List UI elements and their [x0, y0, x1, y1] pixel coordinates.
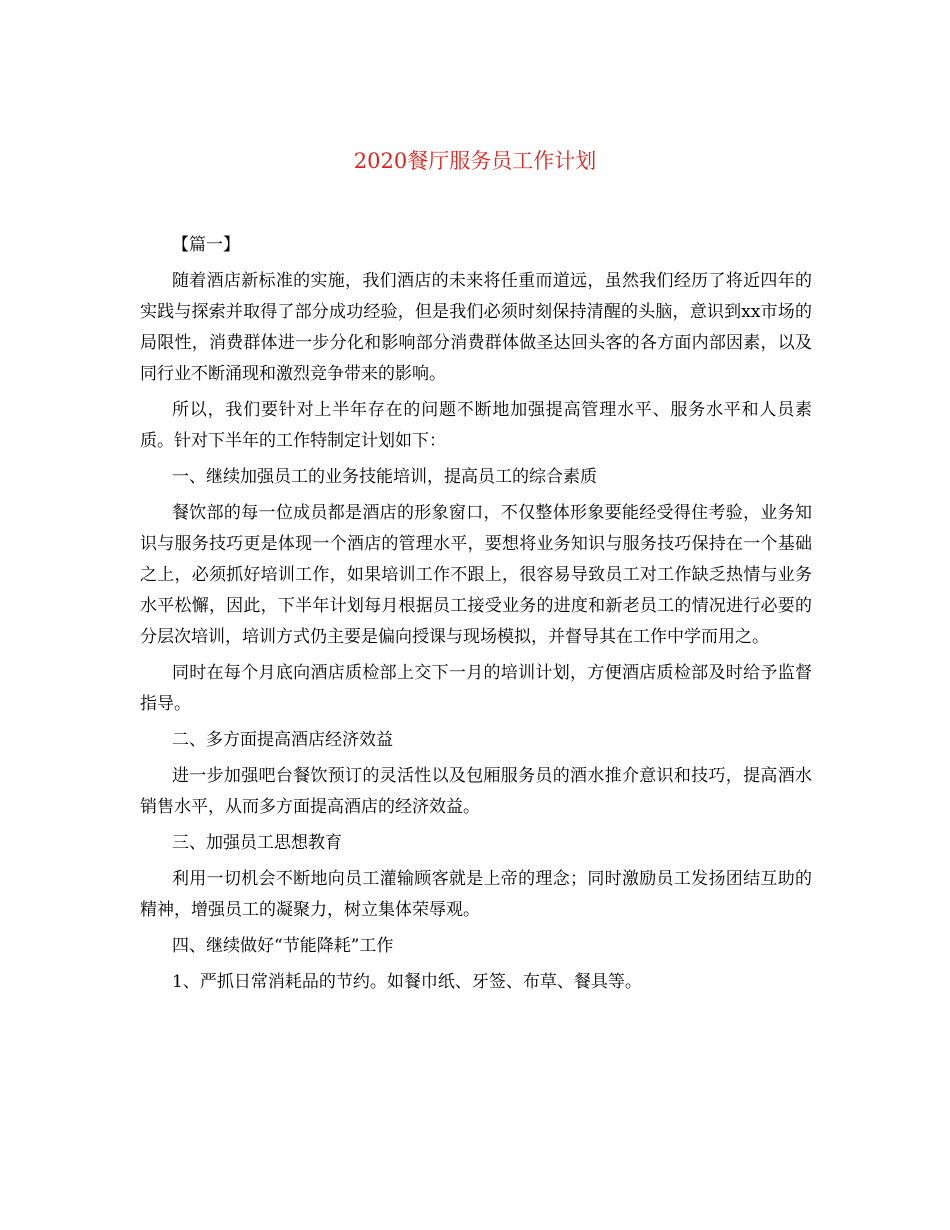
heading-item-1: 一、继续加强员工的业务技能培训，提高员工的综合素质 [172, 467, 597, 487]
paragraph-education: 利用一切机会不断地向员工灌输顾客就是上帝的理念；同时激励员工发扬团结互助的精神，增强员工的凝聚力，树立集体荣辱观。 [140, 869, 812, 920]
heading-item-4: 四、继续做好“节能降耗”工作 [172, 936, 394, 956]
paragraph-consumables: 1、严抓日常消耗品的节约。如餐巾纸、牙签、布草、餐具等。 [172, 972, 642, 992]
paragraph-monthly-plan: 同时在每个月底向酒店质检部上交下一月的培训计划，方便酒店质检部及时给予监督指导。 [140, 663, 812, 714]
section-tag: 【篇一】 [172, 235, 240, 255]
paragraph-training: 餐饮部的每一位成员都是酒店的形象窗口，不仅整体形象要能经受得住考验，业务知识与服务技巧更是体现一个酒店的管理水平，要想将业务知识与服务技巧保持在一个基础之上，必须抓好培训工作，如果培训工作不跟上，很容易导致员工对工作缺乏热情与业务水平松懈，因此，下半年计划每月根据员工接受业务的进度和新老员工的情况进行必要的分层次培训，培训方式仍主要是偏向授课与现场模拟，并督导其在工作中学而用之。 [140, 503, 812, 647]
paragraph-intro: 随着酒店新标准的实施，我们酒店的未来将任重而道远，虽然我们经历了将近四年的实践与探索并取得了部分成功经验，但是我们必须时刻保持清醒的头脑，意识到xx市场的局限性，消费群体进一步分化和影响部分消费群体做圣达回头客的各方面内部因素，以及同行业不断涌现和激烈竞争带来的影响。 [140, 271, 812, 384]
heading-item-3: 三、加强员工思想教育 [172, 833, 342, 853]
document-body [140, 230, 812, 1003]
paragraph-plan-lead: 所以，我们要针对上半年存在的问题不断地加强提高管理水平、服务水平和人员素质。针对下半年的工作特制定计划如下： [140, 400, 812, 451]
heading-item-2: 二、多方面提高酒店经济效益 [172, 730, 393, 750]
document-title: 2020餐厅服务员工作计划 [353, 149, 597, 173]
paragraph-economic: 进一步加强吧台餐饮预订的灵活性以及包厢服务员的酒水推介意识和技巧，提高酒水销售水平，从而多方面提高酒店的经济效益。 [140, 766, 812, 817]
